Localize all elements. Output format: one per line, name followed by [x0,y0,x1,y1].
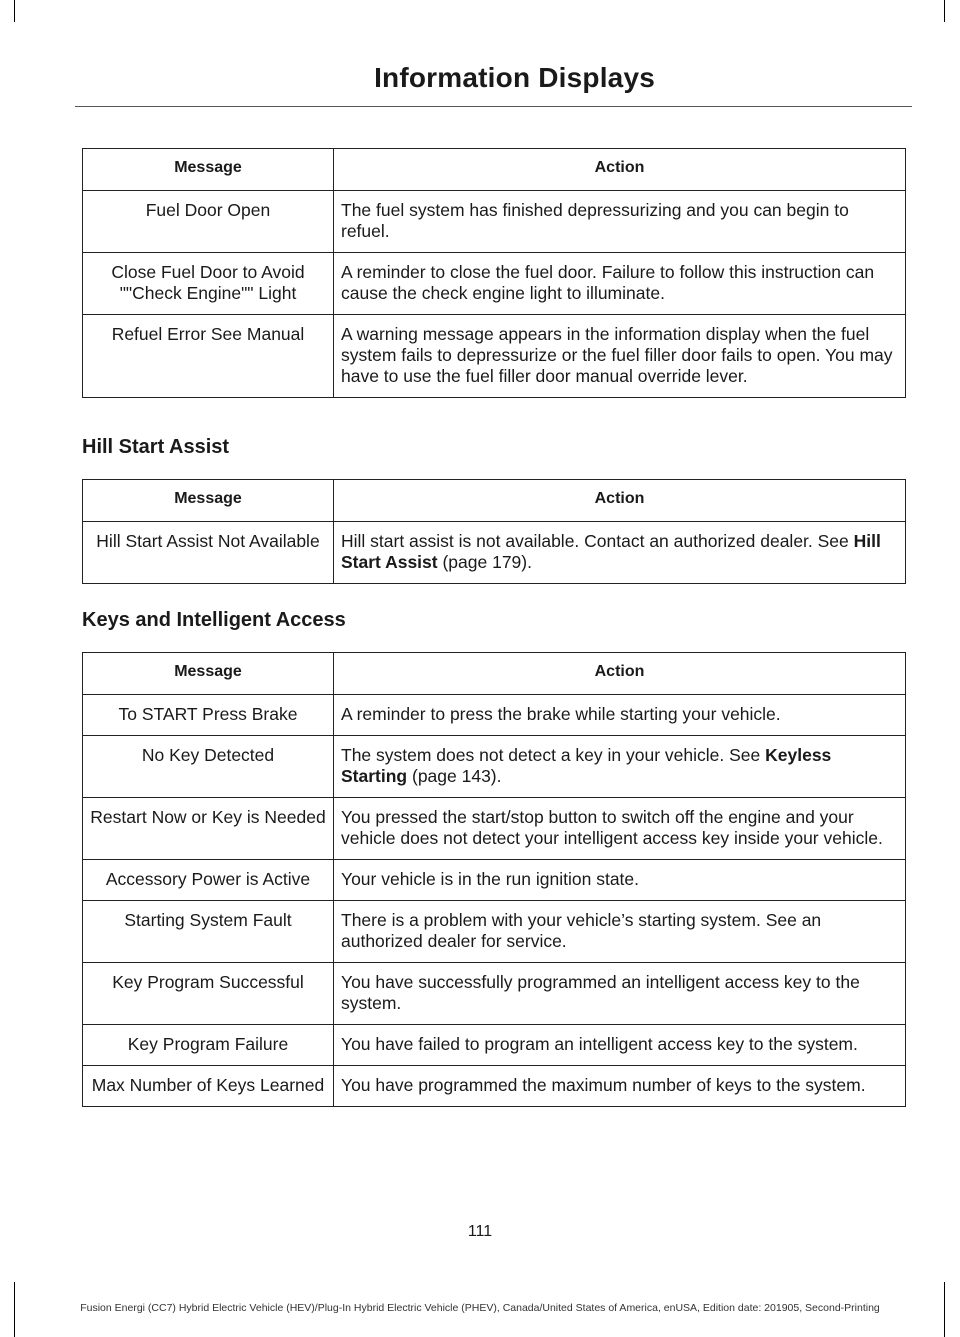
action-cell: You have failed to program an intelligent access key to the system. [334,1025,906,1066]
table-row [83,798,906,860]
column-header-message: Message [83,149,334,191]
crop-mark-top-left [14,0,15,22]
message-cell: Refuel Error See Manual [83,315,334,398]
footer-edition-info: Fusion Energi (CC7) Hybrid Electric Vehicle (HEV)/Plug-In Hybrid Electric Vehicle (PHEV), Canada/United States of America, enUSA, Edition date: 201905, Second-Printing [80,1302,880,1314]
message-cell: Restart Now or Key is Needed [83,798,334,860]
table-row [83,736,906,798]
table-row [83,901,906,963]
column-header-action: Action [334,480,906,522]
action-cell [334,522,906,584]
action-cell: You have successfully programmed an intelligent access key to the system. [334,963,906,1025]
page-reference: (page 143). [407,766,502,786]
message-cell: Fuel Door Open [83,191,334,253]
section-title-keys-and-intelligent-access: Keys and Intelligent Access [82,609,346,631]
action-text: The system does not detect a key in your vehicle. See [341,745,766,765]
message-cell: Hill Start Assist Not Available [83,522,334,584]
table-row [83,315,906,398]
hill-start-assist-table [82,479,906,584]
action-cell: A warning message appears in the information display when the fuel system fails to depressurize or the fuel filler door fails to open. You may have to use the fuel filler door manual override lever. [334,315,906,398]
message-cell: Close Fuel Door to Avoid ""Check Engine"" Light [83,253,334,315]
table-row [83,963,906,1025]
table-row [83,1025,906,1066]
action-cell: Your vehicle is in the run ignition state. [334,860,906,901]
action-cell: The fuel system has finished depressurizing and you can begin to refuel. [334,191,906,253]
table-header-row [83,149,906,191]
keys-messages-table [82,652,906,1107]
table-header-row [83,653,906,695]
table-row [83,253,906,315]
message-cell: Starting System Fault [83,901,334,963]
header-divider [75,106,912,107]
cross-reference-link: Keyless Starting [341,745,832,786]
action-text: Hill start assist is not available. Contact an authorized dealer. See [341,531,854,551]
table-row [83,860,906,901]
column-header-message: Message [83,653,334,695]
table-row [83,1066,906,1107]
table-row [83,695,906,736]
crop-mark-top-right [944,0,945,22]
column-header-action: Action [334,149,906,191]
cross-reference-link: Hill Start Assist [341,531,881,572]
message-cell: To START Press Brake [83,695,334,736]
page-title: Information Displays [374,62,655,93]
page-number: 111 [467,1223,493,1240]
section-title-hill-start-assist: Hill Start Assist [82,436,230,458]
message-cell: Max Number of Keys Learned [83,1066,334,1107]
message-cell: Accessory Power is Active [83,860,334,901]
table-row [83,191,906,253]
action-cell [334,736,906,798]
column-header-action: Action [334,653,906,695]
action-cell: A reminder to press the brake while starting your vehicle. [334,695,906,736]
table-header-row [83,480,906,522]
action-cell: You pressed the start/stop button to switch off the engine and your vehicle does not detect your intelligent access key inside your vehicle. [334,798,906,860]
action-cell: You have programmed the maximum number of keys to the system. [334,1066,906,1107]
action-cell: There is a problem with your vehicle’s starting system. See an authorized dealer for service. [334,901,906,963]
fuel-messages-table [82,148,906,398]
action-cell: A reminder to close the fuel door. Failure to follow this instruction can cause the check engine light to illuminate. [334,253,906,315]
table-row [83,522,906,584]
message-cell: No Key Detected [83,736,334,798]
message-cell: Key Program Failure [83,1025,334,1066]
column-header-message: Message [83,480,334,522]
message-cell: Key Program Successful [83,963,334,1025]
page-reference: (page 179). [437,552,532,572]
